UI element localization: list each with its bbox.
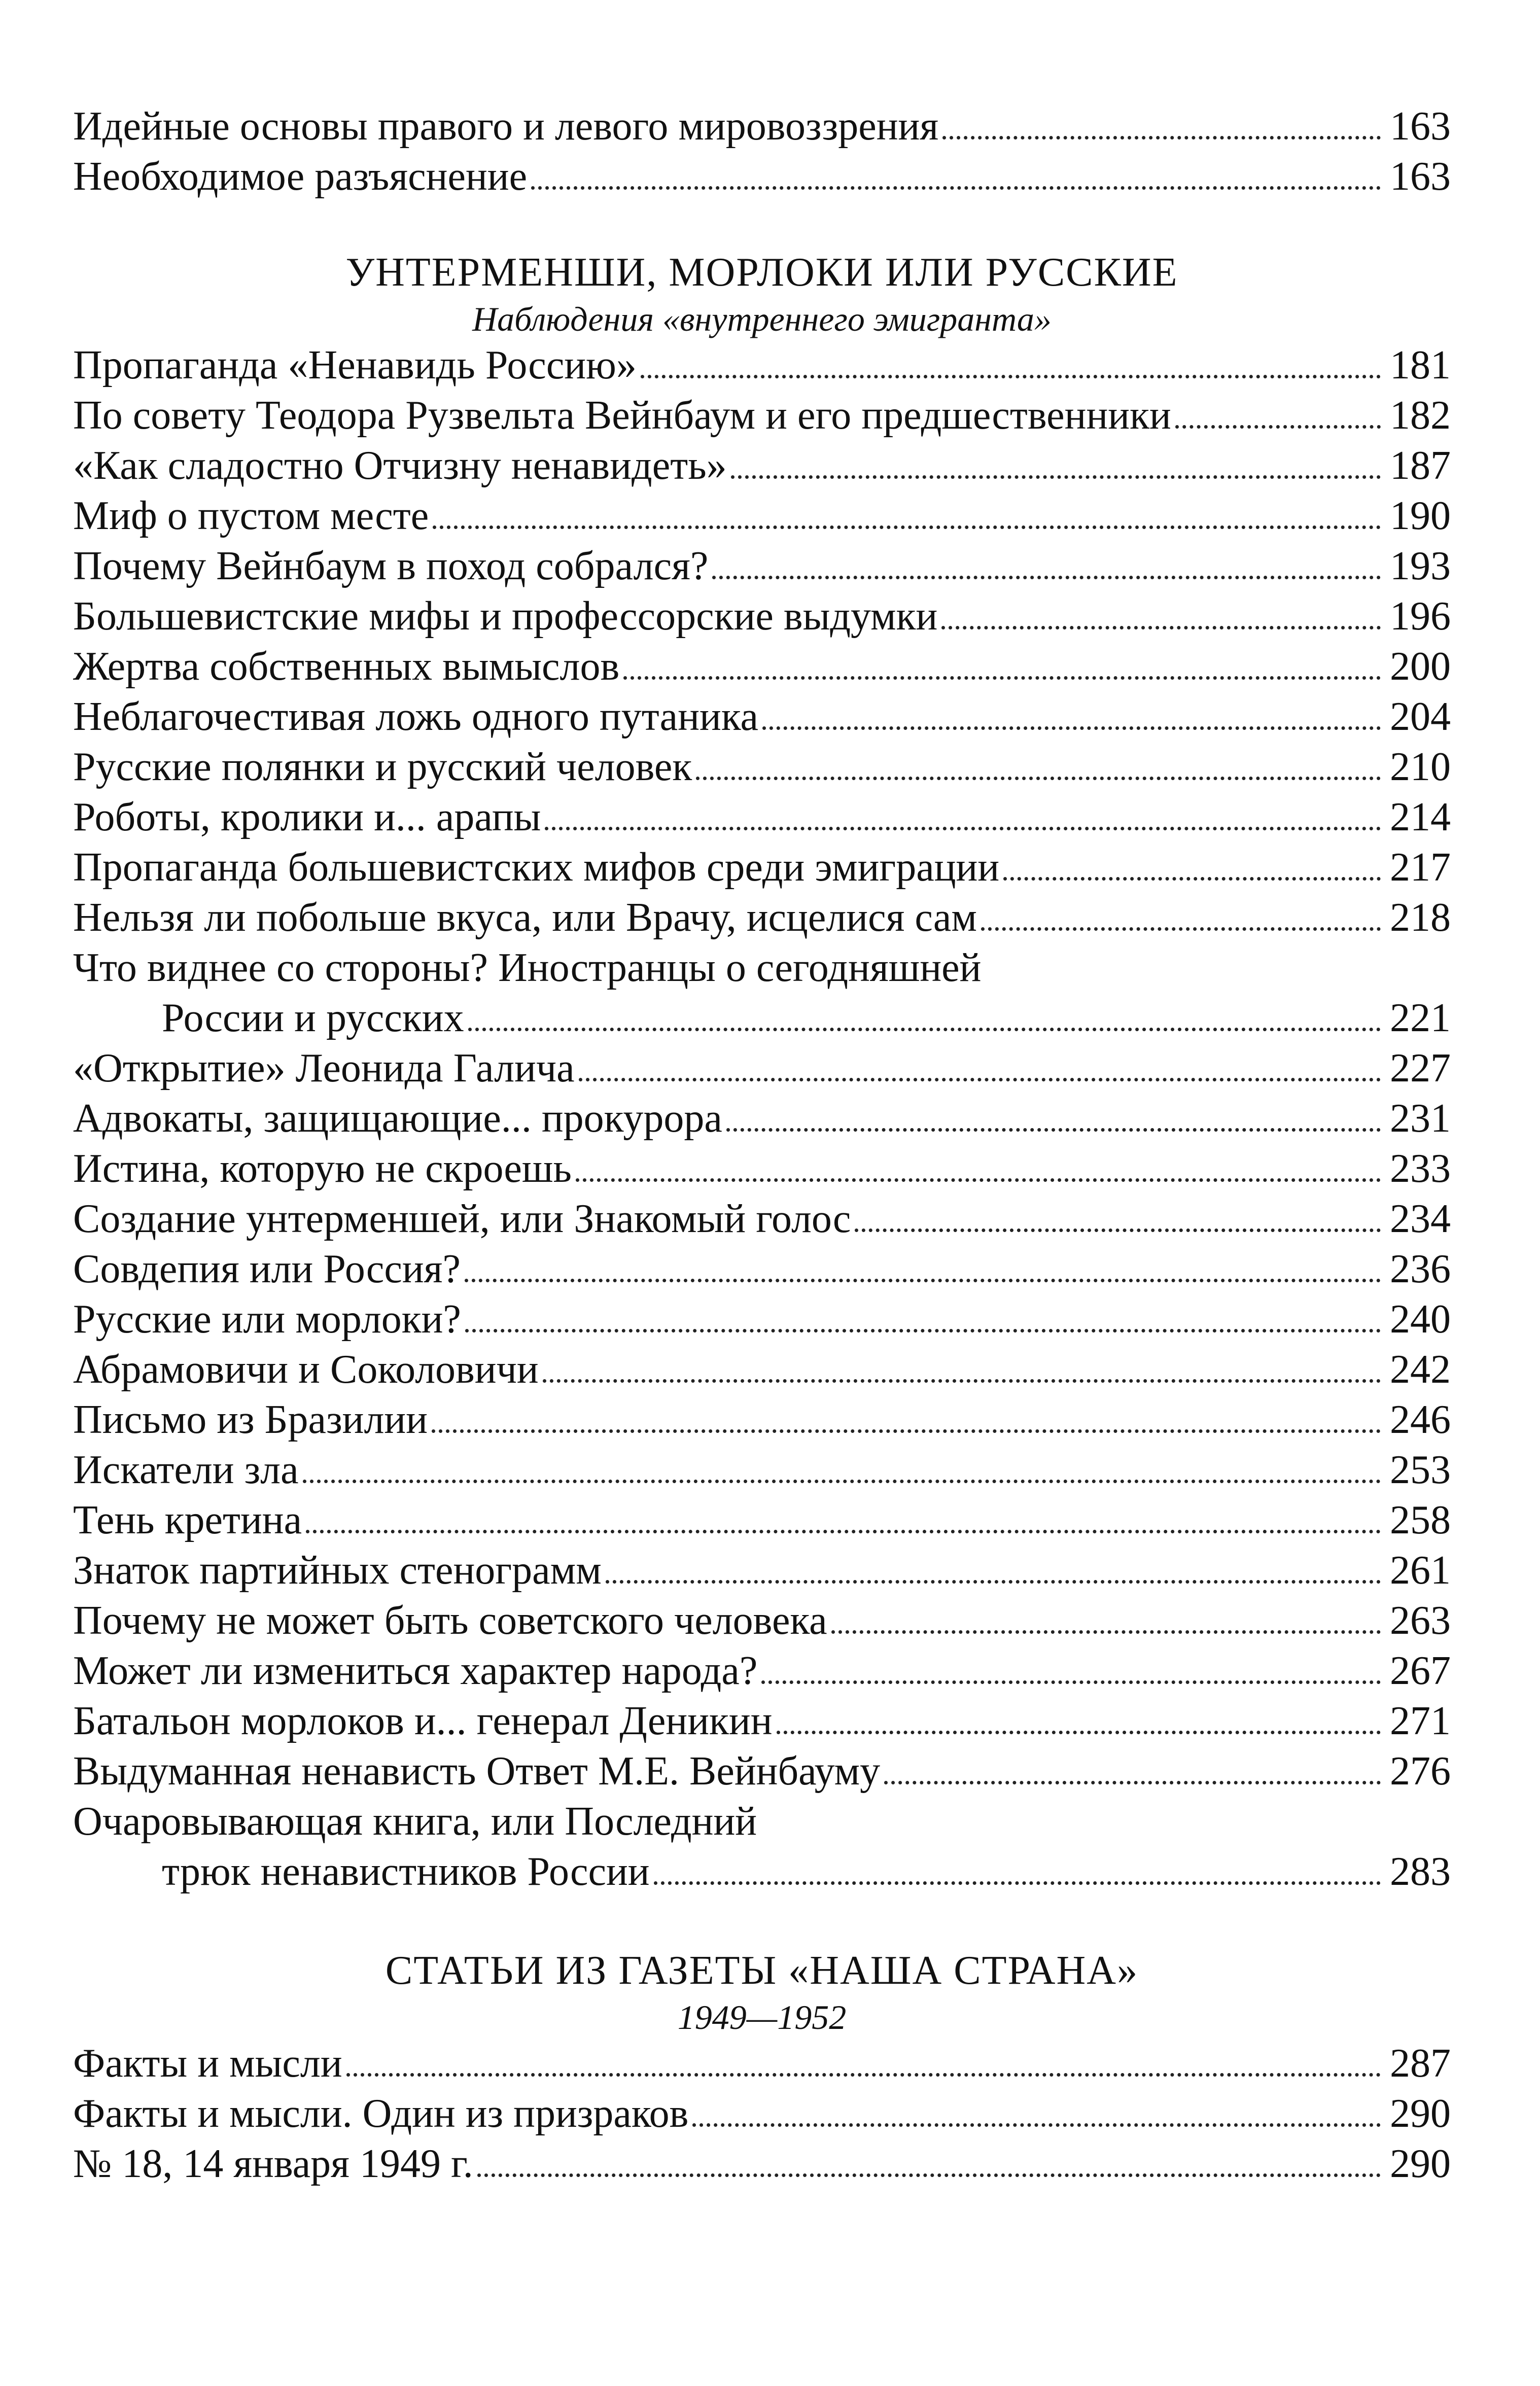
toc-entry-page: 182 xyxy=(1390,393,1451,438)
toc-entry xyxy=(73,2089,1451,2139)
toc-entry xyxy=(73,340,1451,391)
toc-entry-title: Идейные основы правого и левого мировоззрения xyxy=(73,104,939,149)
toc-entry-page: 246 xyxy=(1390,1397,1451,1442)
toc-entry-page: 218 xyxy=(1390,895,1451,940)
toc-entry-first-line xyxy=(73,1797,1451,1847)
dot-leader xyxy=(712,568,1381,579)
toc-entry-page: 290 xyxy=(1390,2142,1451,2186)
dot-leader xyxy=(855,1220,1381,1232)
dot-leader xyxy=(884,1773,1381,1784)
toc-entry-page: 276 xyxy=(1390,1749,1451,1794)
toc-entry xyxy=(73,742,1451,792)
dot-leader xyxy=(696,768,1381,780)
toc-entry xyxy=(73,1495,1451,1546)
toc-entry-title: Русские или морлоки? xyxy=(73,1297,461,1342)
dot-leader xyxy=(941,618,1381,629)
toc-entry-title: Истина, которую не скроешь xyxy=(73,1146,572,1191)
dot-leader xyxy=(531,178,1381,190)
dot-leader xyxy=(465,1271,1381,1282)
toc-entry xyxy=(73,1144,1451,1194)
toc-entry xyxy=(73,1194,1451,1244)
toc-entry-page: 204 xyxy=(1390,694,1451,739)
dot-leader xyxy=(606,1572,1381,1584)
toc-entry xyxy=(73,152,1451,202)
dot-leader xyxy=(623,668,1381,680)
toc-entry-title: Совдепия или Россия? xyxy=(73,1247,461,1291)
toc-entry xyxy=(73,792,1451,843)
toc-entry-title: Неблагочестивая ложь одного путаника xyxy=(73,694,758,739)
toc-entry-title: Батальон морлоков и... генерал Деникин xyxy=(73,1699,773,1743)
toc-entry-title: Что виднее со стороны? Иностранцы о сегодняшней xyxy=(73,945,982,990)
dot-leader xyxy=(777,1723,1381,1734)
toc-entry-page: 190 xyxy=(1390,494,1451,538)
toc-entry-page: 231 xyxy=(1390,1096,1451,1141)
toc-entry xyxy=(73,1546,1451,1596)
toc-entry-title: Адвокаты, защищающие... прокурора xyxy=(73,1096,722,1141)
toc-entry-page: 163 xyxy=(1390,104,1451,149)
dot-leader xyxy=(942,128,1381,139)
toc-entry-title: Роботы, кролики и... арапы xyxy=(73,795,541,839)
dot-leader xyxy=(831,1622,1381,1634)
dot-leader xyxy=(477,2165,1381,2177)
toc-entry-page: 283 xyxy=(1390,1849,1451,1894)
toc-entry-title: Миф о пустом месте xyxy=(73,494,429,538)
toc-entry-page: 290 xyxy=(1390,2091,1451,2136)
toc-entry-title: Жертва собственных вымыслов xyxy=(73,644,620,689)
dot-leader xyxy=(726,1120,1381,1132)
toc-entry-page: 261 xyxy=(1390,1548,1451,1593)
toc-entry-page: 181 xyxy=(1390,343,1451,388)
table-of-contents xyxy=(73,101,1451,2189)
toc-entry xyxy=(73,893,1451,943)
toc-entry-title: Факты и мысли. Один из призраков xyxy=(73,2091,689,2136)
dot-leader xyxy=(545,819,1381,830)
toc-entry-title: Абрамовичи и Соколовичи xyxy=(73,1347,539,1392)
toc-entry xyxy=(73,1345,1451,1395)
toc-entry-title: Может ли измениться характер народа? xyxy=(73,1648,758,1693)
toc-entry-title: Русские полянки и русский человек xyxy=(73,745,692,789)
toc-entry-page: 221 xyxy=(1390,996,1451,1040)
dot-leader xyxy=(306,1522,1381,1533)
toc-entry xyxy=(73,1294,1451,1345)
toc-entry xyxy=(73,2039,1451,2089)
toc-entry-page: 163 xyxy=(1390,154,1451,199)
toc-entry-page: 187 xyxy=(1390,443,1451,488)
toc-entry-page: 258 xyxy=(1390,1498,1451,1542)
dot-leader xyxy=(465,1321,1381,1332)
toc-entry-title: Очаровывающая книга, или Последний xyxy=(73,1799,757,1844)
toc-entry-title: Выдуманная ненависть Ответ М.Е. Вейнбауму xyxy=(73,1749,881,1794)
section-heading: СТАТЬИ ИЗ ГАЗЕТЫ «НАША СТРАНА» xyxy=(385,1948,1139,1993)
dot-leader xyxy=(346,2065,1381,2077)
toc-entry-title: Письмо из Бразилии xyxy=(73,1397,428,1442)
toc-entry xyxy=(73,1043,1451,1094)
toc-entry-continuation xyxy=(73,993,1451,1043)
toc-entry xyxy=(73,591,1451,642)
toc-entry-page: 242 xyxy=(1390,1347,1451,1392)
toc-entry xyxy=(73,1094,1451,1144)
toc-entry xyxy=(73,441,1451,491)
toc-entry xyxy=(73,2139,1451,2189)
toc-entry-title: России и русских xyxy=(162,996,464,1040)
toc-entry-page: 271 xyxy=(1390,1699,1451,1743)
dot-leader xyxy=(654,1873,1381,1885)
toc-entry-page: 196 xyxy=(1390,594,1451,639)
toc-entry-title: Тень кретина xyxy=(73,1498,302,1542)
toc-entry xyxy=(73,391,1451,441)
dot-leader xyxy=(981,919,1381,931)
dot-leader xyxy=(579,1070,1381,1081)
toc-entry-page: 193 xyxy=(1390,544,1451,588)
toc-entry xyxy=(73,1395,1451,1445)
toc-entry xyxy=(73,1596,1451,1646)
toc-entry-page: 217 xyxy=(1390,845,1451,890)
dot-leader xyxy=(432,1421,1381,1433)
toc-entry-title: «Как сладостно Отчизну ненавидеть» xyxy=(73,443,727,488)
toc-entry-page: 234 xyxy=(1390,1197,1451,1241)
toc-entry-page: 236 xyxy=(1390,1247,1451,1291)
section-heading: УНТЕРМЕНШИ, МОРЛОКИ ИЛИ РУССКИЕ xyxy=(345,250,1178,295)
toc-entry xyxy=(73,642,1451,692)
dot-leader xyxy=(762,718,1381,730)
dot-leader xyxy=(1175,417,1381,429)
dot-leader xyxy=(1003,869,1381,881)
dot-leader xyxy=(468,1020,1381,1031)
dot-leader xyxy=(761,1672,1381,1684)
toc-entry xyxy=(73,1746,1451,1797)
toc-entry-continuation xyxy=(73,1847,1451,1897)
toc-entry-title: Создание унтерменшей, или Знакомый голос xyxy=(73,1197,851,1241)
dot-leader xyxy=(576,1170,1381,1182)
toc-entry-title: Необходимое разъяснение xyxy=(73,154,528,199)
dot-leader xyxy=(303,1471,1381,1483)
toc-entry-page: 210 xyxy=(1390,745,1451,789)
section-subheading: Наблюдения «внутреннего эмигранта» xyxy=(472,300,1052,338)
dot-leader xyxy=(641,367,1381,378)
toc-entry-title: Искатели зла xyxy=(73,1448,299,1492)
toc-entry-title: «Открытие» Леонида Галича xyxy=(73,1046,575,1091)
toc-entry-title: Почему не может быть советского человека xyxy=(73,1598,827,1643)
toc-entry xyxy=(73,1646,1451,1696)
toc-entry xyxy=(73,692,1451,742)
toc-entry-title: Факты и мысли xyxy=(73,2041,342,2086)
toc-entry xyxy=(73,1696,1451,1746)
toc-entry xyxy=(73,1445,1451,1495)
toc-entry-page: 200 xyxy=(1390,644,1451,689)
toc-entry-title: Знаток партийных стенограмм xyxy=(73,1548,602,1593)
toc-entry-page: 267 xyxy=(1390,1648,1451,1693)
dot-leader xyxy=(543,1371,1381,1383)
toc-entry-page: 263 xyxy=(1390,1598,1451,1643)
dot-leader xyxy=(731,467,1381,479)
dot-leader xyxy=(433,517,1381,529)
toc-entry-title: Пропаганда «Ненавидь Россию» xyxy=(73,343,637,388)
toc-entry-title: По совету Теодора Рузвельта Вейнбаум и его предшественники xyxy=(73,393,1171,438)
toc-entry-title: Почему Вейнбаум в поход собрался? xyxy=(73,544,709,588)
toc-entry-page: 227 xyxy=(1390,1046,1451,1091)
toc-entry-first-line xyxy=(73,943,1451,993)
toc-entry-title: Пропаганда большевистских мифов среди эмиграции xyxy=(73,845,1000,890)
dot-leader xyxy=(692,2115,1381,2127)
toc-entry-title: Нельзя ли побольше вкуса, или Врачу, исцелися сам xyxy=(73,895,977,940)
toc-entry xyxy=(73,843,1451,893)
toc-entry-page: 240 xyxy=(1390,1297,1451,1342)
toc-entry-title: № 18, 14 января 1949 г. xyxy=(73,2142,473,2186)
toc-entry xyxy=(73,1244,1451,1294)
toc-entry-page: 214 xyxy=(1390,795,1451,839)
toc-entry-title: трюк ненавистников России xyxy=(162,1849,650,1894)
toc-entry-page: 287 xyxy=(1390,2041,1451,2086)
toc-entry xyxy=(73,491,1451,541)
toc-entry xyxy=(73,101,1451,152)
toc-entry-page: 233 xyxy=(1390,1146,1451,1191)
toc-entry xyxy=(73,541,1451,591)
toc-entry-page: 253 xyxy=(1390,1448,1451,1492)
section-subheading: 1949—1952 xyxy=(677,1998,847,2037)
toc-entry-title: Большевистские мифы и профессорские выдумки xyxy=(73,594,938,639)
